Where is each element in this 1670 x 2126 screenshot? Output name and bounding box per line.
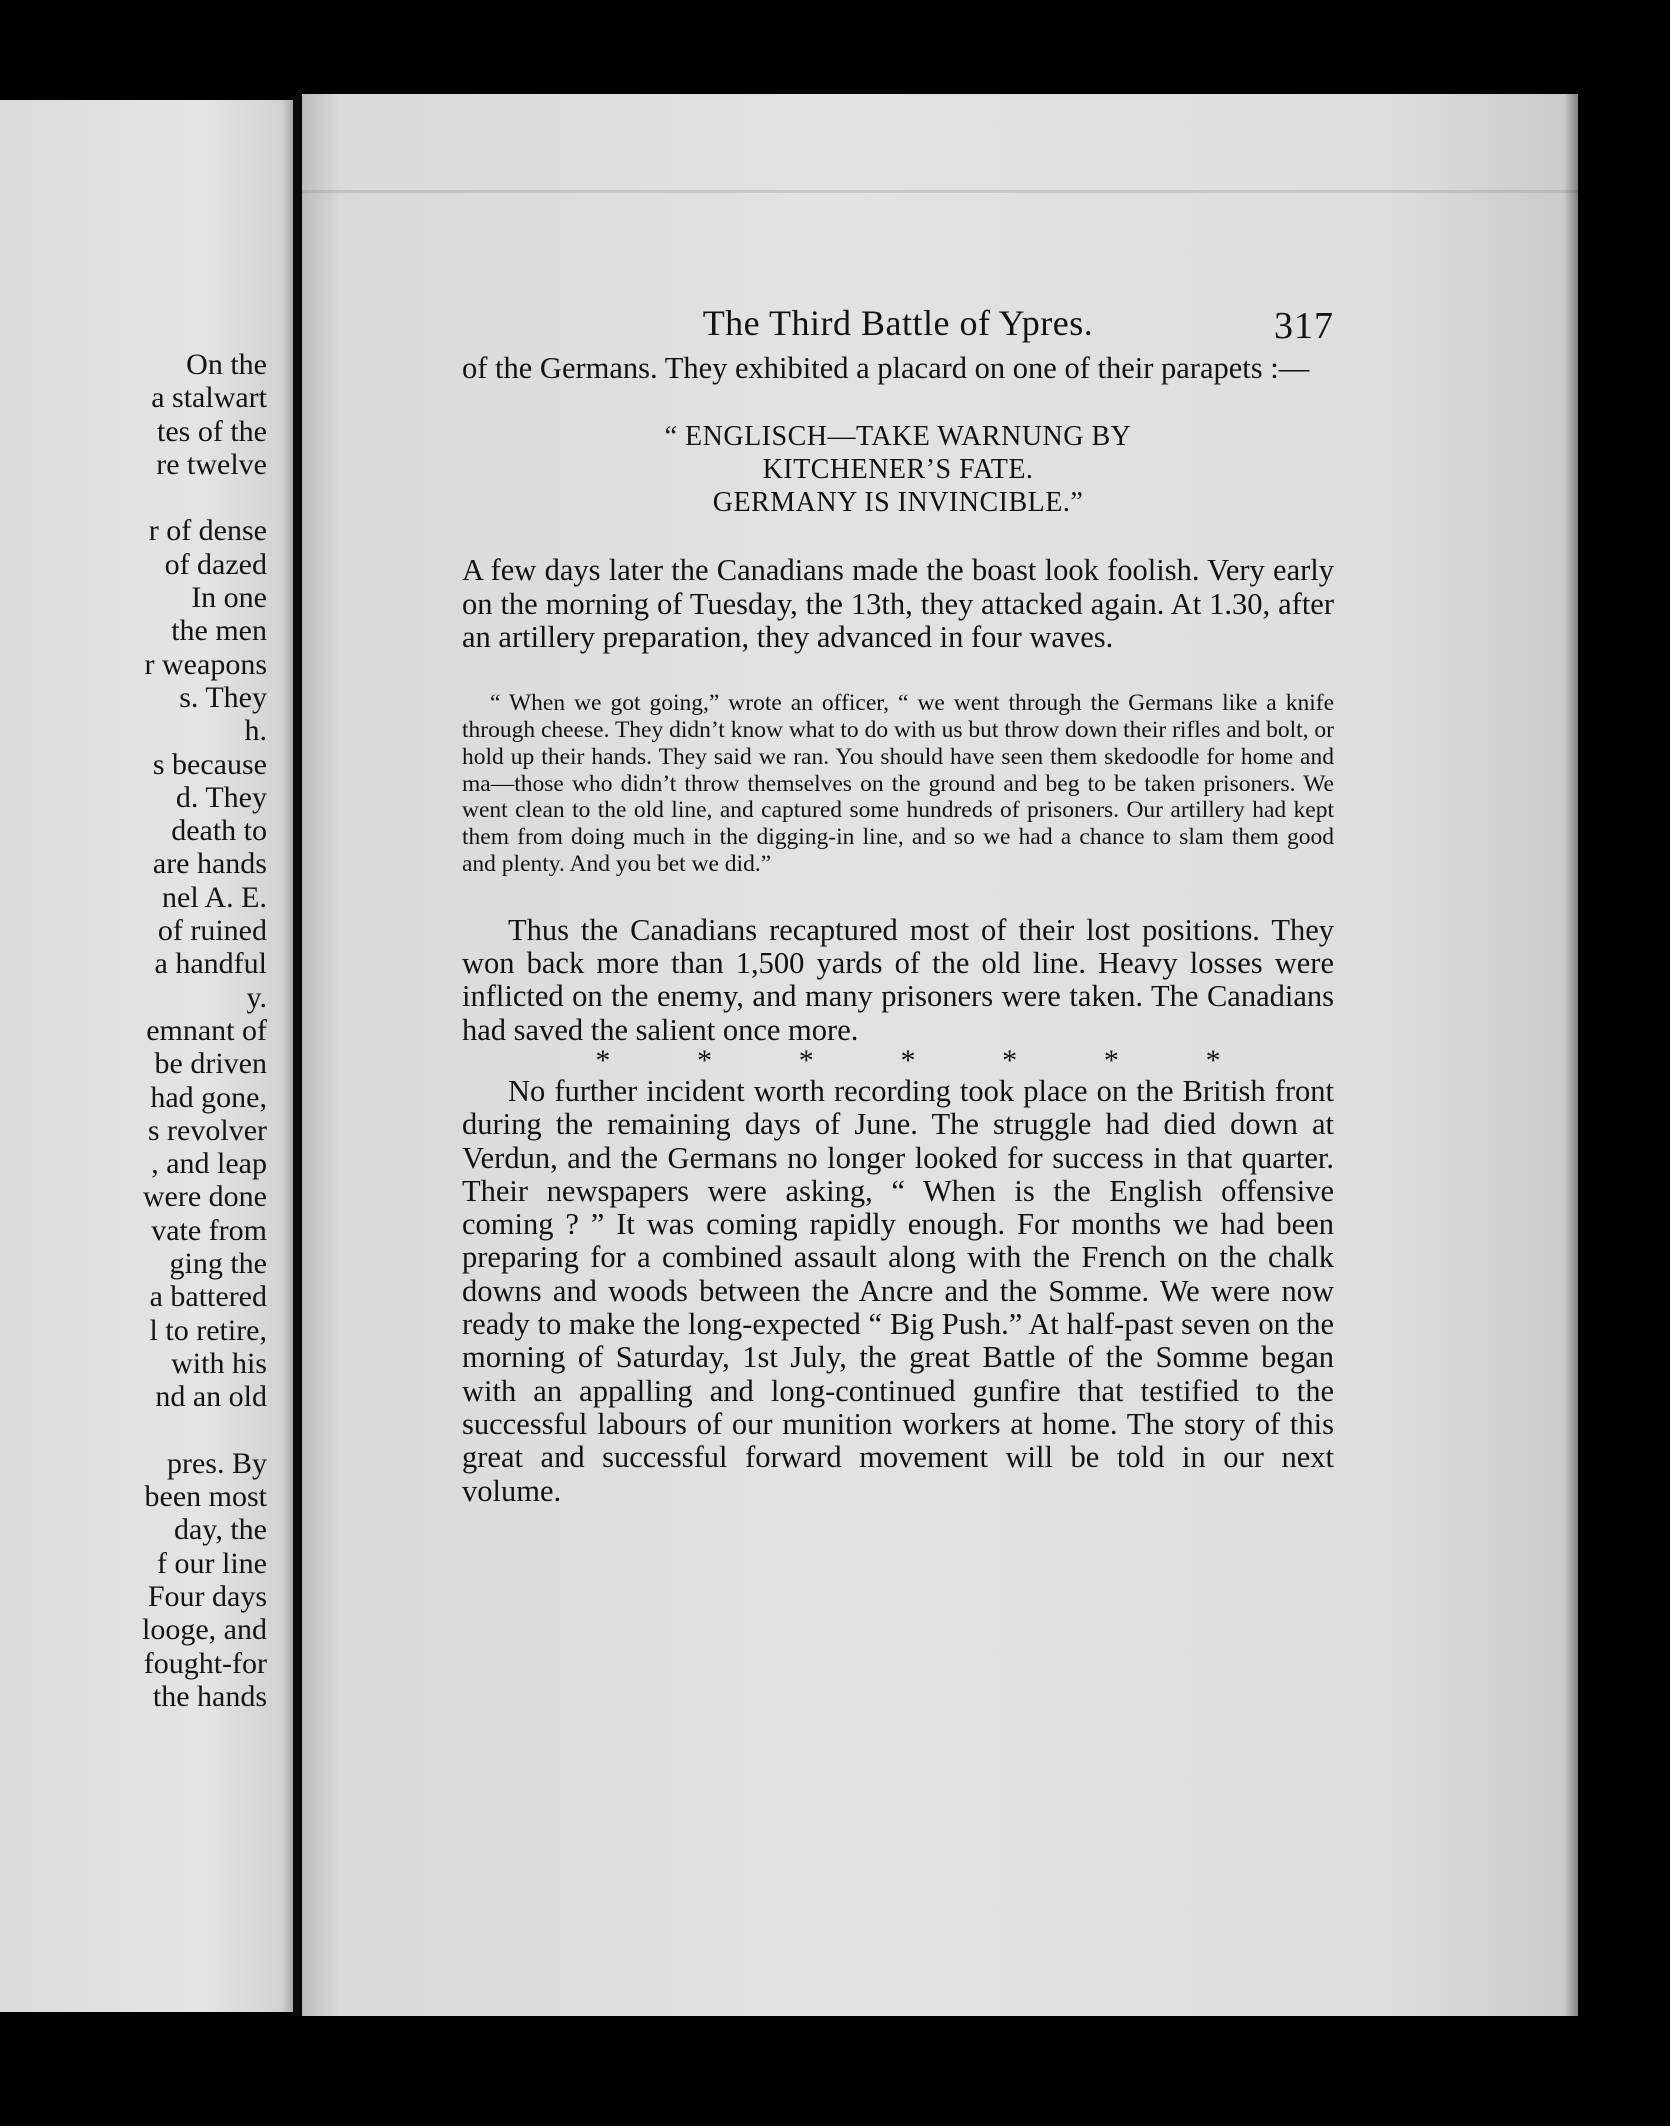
- right-page: [302, 94, 1578, 2016]
- left-page-line: of dazed: [164, 547, 267, 581]
- left-page-line: fought-for: [143, 1646, 267, 1680]
- left-page-line: s because: [152, 747, 267, 781]
- page-text-block: [462, 302, 1334, 1508]
- left-page-line: looge, and: [142, 1613, 267, 1647]
- left-page-line: day, the: [173, 1513, 267, 1547]
- section-break-stars: [462, 1043, 1334, 1077]
- placard-quote: [462, 420, 1334, 519]
- left-page-line: the men: [171, 614, 267, 648]
- left-page-line: of ruined: [157, 914, 267, 948]
- page-edge-shadow: [1564, 94, 1578, 2016]
- left-page-line: re twelve: [156, 447, 267, 481]
- left-page-line: emnant of: [146, 1013, 267, 1047]
- left-page-text: [0, 348, 267, 1713]
- placard-line: GERMANY IS INVINCIBLE.”: [712, 487, 1084, 519]
- left-page-line: ging the: [169, 1247, 267, 1281]
- running-head: [462, 302, 1334, 352]
- left-page-line: s. They: [179, 680, 267, 714]
- left-page-line: pres. By: [167, 1446, 267, 1480]
- left-page-line: d. They: [175, 780, 267, 814]
- left-page-line: death to: [171, 814, 267, 848]
- left-page-line: were done: [142, 1180, 267, 1214]
- placard-line: KITCHENER’S FATE.: [762, 454, 1034, 486]
- section-star: *: [1205, 1043, 1221, 1077]
- left-page-line: l to retire,: [149, 1313, 267, 1347]
- left-page-line: , and leap: [151, 1147, 267, 1181]
- left-page-line: s revolver: [147, 1113, 267, 1147]
- section-star: *: [1103, 1043, 1119, 1077]
- left-page-line: the hands: [152, 1679, 267, 1713]
- left-page-line: Four days: [147, 1579, 267, 1613]
- paragraph-canadians-attack: A few days later the Canadians made the boast look foolish. Very early on the morning of Tuesday, the 13th, they attacked again. At 1.30, after an artillery preparation, they advanced in four waves.: [462, 553, 1334, 654]
- left-page-line: a battered: [149, 1280, 267, 1314]
- left-page-line: y.: [246, 980, 267, 1014]
- section-star: *: [798, 1043, 814, 1077]
- section-star: *: [1002, 1043, 1018, 1077]
- officer-quote: “ When we got going,” wrote an officer, “ we went through the Germans like a knife through cheese. They didn’t know what to do with us but throw down their rifles and bolt, or hold up their hands. They said we ran. You should have seen them skedoodle for home and ma—those who didn’t throw themselves on the ground and beg to be taken prisoners. We went clean to the old line, and captured some hundreds of prisoners. Our artillery had kept them from doing much in the digging-in line, and so we had a chance to slam them good and plenty. And you bet we did.”: [462, 690, 1334, 877]
- left-page-line: vate from: [151, 1213, 267, 1247]
- left-page-line: h.: [244, 714, 267, 748]
- section-star: *: [900, 1043, 916, 1077]
- left-page-line: with his: [171, 1346, 267, 1380]
- left-page-line: tes of the: [157, 414, 267, 448]
- section-star: *: [697, 1043, 713, 1077]
- left-page-blank-line: [0, 1414, 267, 1447]
- left-page-line: nd an old: [155, 1380, 267, 1414]
- page-number: 317: [1274, 305, 1334, 347]
- book-gutter: [293, 96, 302, 2016]
- left-page-line: had gone,: [150, 1080, 267, 1114]
- left-page-line: On the: [186, 348, 267, 381]
- paragraph-big-push: No further incident worth recording took place on the British front during the remaining days of June. The struggle had died down at Verdun, and the Germans no longer looked for success in that quarter. Their newspapers were asking, “ When is the English offensive coming ? ” It was coming rapidly enough. For months we had been preparing for a combined assault along with the French on the chalk downs and woods between the Ancre and the Somme. We were now ready to make the long-expected “ Big Push.” At half-past seven on the morning of Saturday, 1st July, the great Battle of the Somme began with an appalling and long-continued gunfire that testified to the successful labours of our munition workers at home. The story of this great and successful forward movement will be told in our next volume.: [462, 1073, 1334, 1508]
- running-title: The Third Battle of Ypres.: [702, 303, 1094, 343]
- placard-line: “ ENGLISCH—TAKE WARNUNG BY: [664, 421, 1132, 453]
- left-page-blank-line: [0, 481, 267, 514]
- section-star: *: [595, 1043, 611, 1077]
- left-page-line: nel A. E.: [162, 880, 267, 914]
- left-page-line: a stalwart: [151, 381, 267, 415]
- left-page-line: In one: [191, 581, 267, 615]
- left-page-line: r weapons: [144, 647, 267, 681]
- paragraph-germans-placard: of the Germans. They exhibited a placard on one of their parapets :—: [462, 351, 1310, 385]
- page-crease: [302, 190, 1578, 193]
- left-page-line: are hands: [152, 847, 267, 881]
- left-page-line: a handful: [154, 947, 267, 981]
- paragraph-recapture: Thus the Canadians recaptured most of their lost positions. They won back more than 1,500 yards of the old line. Heavy losses were inflicted on the enemy, and many prisoners were taken. The Canadians had saved the salient once more.: [462, 912, 1334, 1047]
- left-page-line: f our line: [157, 1546, 267, 1580]
- left-page-line: been most: [144, 1480, 267, 1514]
- left-page-line: r of dense: [148, 514, 267, 548]
- left-page: [0, 100, 293, 2012]
- left-page-line: be driven: [154, 1047, 267, 1081]
